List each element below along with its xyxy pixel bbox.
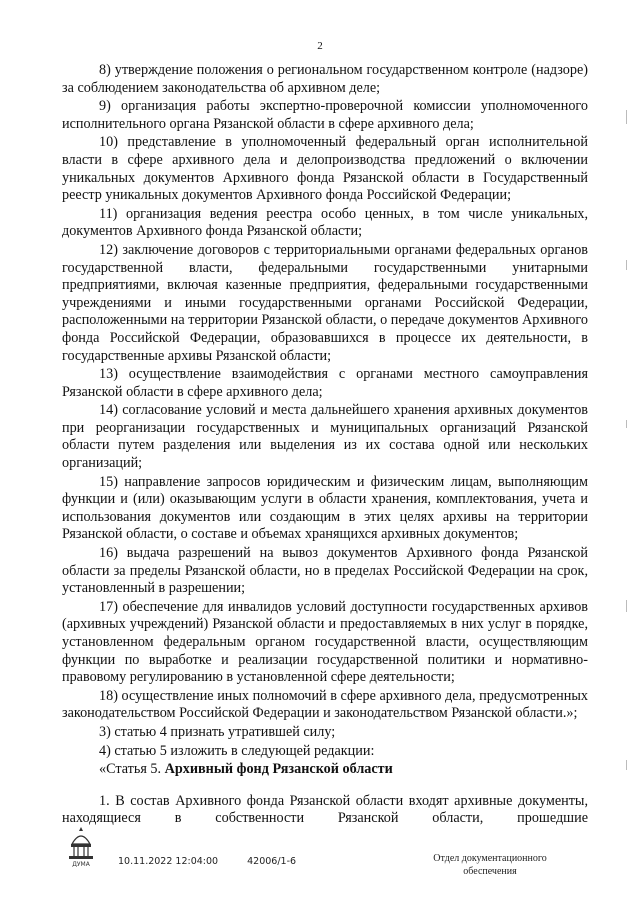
- duma-stamp-icon: [66, 824, 96, 868]
- article-prefix: «Статья 5.: [99, 761, 162, 778]
- list-item: 18) осуществление иных полномочий в сфере архивного дела, предусмотренных законодательством Российской Федерации и законодательством Рязанской области.»;: [62, 687, 588, 722]
- list-item: 13) осуществление взаимодействия с органами местного самоуправления Рязанской области в сфере архивного дела;: [62, 366, 588, 400]
- list-item: 3) статью 4 признать утратившей силу;: [99, 723, 336, 740]
- scan-edge-marks: [620, 0, 634, 905]
- article-title: Архивный фонд Рязанской области: [164, 761, 393, 778]
- list-item: 8) утверждение положения о региональном государственном контроле (надзоре) за соблюдением законодательства об архивном деле;: [62, 62, 588, 96]
- list-item: 11) организация ведения реестра особо ценных, в том числе уникальных, документов Архивного фонда Рязанской области;: [62, 205, 588, 240]
- closing-paragraph: 1. В состав Архивного фонда Рязанской области входят архивные документы, находящиеся в собственности Рязанской области, прошедшие: [62, 792, 588, 827]
- department-line-1: Отдел документационного: [433, 853, 547, 864]
- list-item: 12) заключение договоров с территориальными органами федеральных органов государственной власти, федеральными государственными унитарными предприятиями, включая казенные предприятия, федеральными государственными учреждениями и иными государственными органами Российской Федерации, расположенными на территории Рязанской области, о передаче документов Архивного фонда Российской Федерации, образовавшихся в процессе их деятельности, в государственные архивы Рязанской области;: [62, 241, 588, 364]
- department-stamp: [400, 852, 580, 878]
- department-line-2: обеспечения: [463, 866, 517, 877]
- list-item: 16) выдача разрешений на вывоз документов Архивного фонда Рязанской области за пределы Рязанской области, но в пределах Российской Федерации на срок, установленный в разрешении;: [62, 545, 588, 597]
- article-heading: [62, 761, 588, 779]
- document-body: [62, 62, 588, 829]
- registration-datetime: 10.11.2022 12:04:00: [118, 856, 219, 867]
- registration-number: 42006/1-6: [247, 856, 297, 867]
- list-item: 4) статью 5 изложить в следующей редакции:: [99, 742, 375, 759]
- list-item: 15) направление запросов юридическим и физическим лицам, выполняющим функции и (или) оказывающим услуги в области хранения, комплектования, учета и использования документов или создающим в этих целях архивы на территории Рязанской области, о составе и объемах хранящихся архивных документов;: [62, 473, 588, 543]
- stamp-label: ДУМА: [72, 861, 90, 868]
- list-item: 9) организация работы экспертно-проверочной комиссии уполномоченного исполнительного органа Рязанской области в сфере архивного дела;: [62, 98, 588, 132]
- page-number: 2: [317, 40, 323, 52]
- list-item: 17) обеспечение для инвалидов условий доступности государственных архивов (архивных учреждений) Рязанской области и предоставляемых в них услуг в порядке, установленном федеральным органом государственной власти, осуществляющим функции по выработке и реализации государственной политики и нормативно-правовому регулированию в установленной сфере деятельности;: [62, 598, 588, 686]
- list-item: 10) представление в уполномоченный федеральный орган исполнительной власти в сфере архивного дела и делопроизводства предложений о включении уникальных документов Архивного фонда Рязанской области в Государственный реестр уникальных документов Архивного фонда Российской Федерации;: [62, 134, 588, 204]
- registration-info: [118, 856, 322, 867]
- list-item: 14) согласование условий и места дальнейшего хранения архивных документов при реорганизации государственных и муниципальных организаций Рязанской области путем разделения или выделения из их состава одной или нескольких организаций;: [62, 402, 588, 472]
